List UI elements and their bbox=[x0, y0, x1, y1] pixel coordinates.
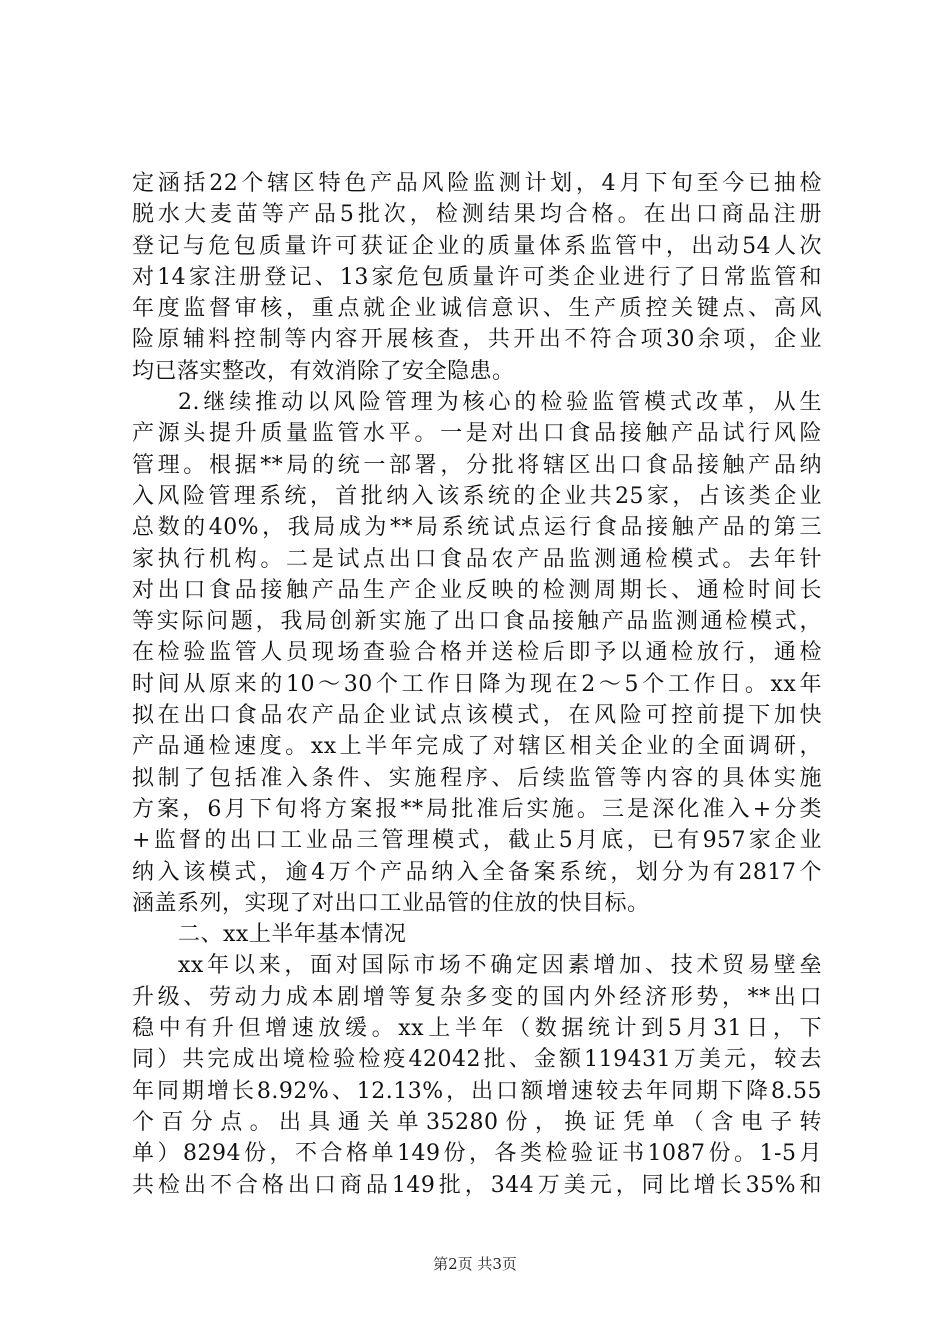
page-number-footer: 第2页 共3页 bbox=[433, 1255, 517, 1273]
text-line: 单）8294份，不合格单149份，各类检验证书1087份。1-5月 bbox=[132, 1141, 822, 1167]
text-line: 产源头提升质量监管水平。一是对出口食品接触产品试行风险 bbox=[132, 421, 822, 447]
document-body bbox=[132, 168, 822, 1201]
text-line: 纳入该模式，逾4万个产品纳入全备案系统，划分为有2817个 bbox=[132, 859, 822, 885]
text-line: 入风险管理系统，首批纳入该系统的企业共25家，占该类企业 bbox=[132, 483, 822, 509]
text-line: +监督的出口工业品三管理模式，截止5月底，已有957家企业 bbox=[132, 828, 822, 854]
text-line: 等实际问题，我局创新实施了出口食品接触产品监测通检模式， bbox=[132, 609, 822, 635]
text-line: 方案，6月下旬将方案报**局批准后实施。三是深化准入+分类 bbox=[132, 796, 822, 822]
text-line: 险原辅料控制等内容开展核查，共开出不符合项30余项，企业 bbox=[132, 327, 822, 353]
text-line: 对14家注册登记、13家危包质量许可类企业进行了日常监管和 bbox=[132, 264, 822, 290]
text-line: 时间从原来的10～30个工作日降为现在2～5个工作日。xx年 bbox=[132, 671, 822, 697]
paragraph-start-line: 2.继续推动以风险管理为核心的检验监管模式改革，从生 bbox=[178, 390, 822, 416]
text-line: 脱水大麦苗等产品5批次，检测结果均合格。在出口商品注册 bbox=[132, 202, 822, 228]
text-line: 均已落实整改，有效消除了安全隐患。 bbox=[132, 358, 515, 384]
text-line: 总数的40%，我局成为**局系统试点运行食品接触产品的第三 bbox=[132, 515, 822, 541]
text-line: 家执行机构。二是试点出口食品农产品监测通检模式。去年针 bbox=[132, 546, 822, 572]
text-line: 稳中有升但增速放缓。xx上半年（数据统计到5月31日，下 bbox=[132, 1016, 822, 1042]
text-line: 拟制了包括准入条件、实施程序、后续监管等内容的具体实施 bbox=[132, 765, 822, 791]
text-line: 年同期增长8.92%、12.13%，出口额增速较去年同期下降8.55 bbox=[132, 1078, 822, 1104]
text-line: 定涵括22个辖区特色产品风险监测计划，4月下旬至今已抽检 bbox=[132, 171, 822, 196]
text-line: 登记与危包质量许可获证企业的质量体系监管中，出动54人次 bbox=[132, 233, 822, 259]
text-line: 升级、劳动力成本剧增等复杂多变的国内外经济形势，**出口 bbox=[132, 984, 822, 1010]
text-line: 个百分点。出具通关单35280份，换证凭单（含电子转 bbox=[132, 1109, 822, 1135]
text-line: 年度监督审核，重点就企业诚信意识、生产质控关键点、高风 bbox=[132, 296, 822, 322]
text-line: 共检出不合格出口商品149批，344万美元，同比增长35%和 bbox=[132, 1172, 822, 1198]
text-line: 产品通检速度。xx上半年完成了对辖区相关企业的全面调研， bbox=[132, 734, 822, 760]
text-line: 对出口食品接触产品生产企业反映的检测周期长、通检时间长 bbox=[132, 577, 822, 603]
text-line: 涵盖系列，实现了对出口工业品管的住放的快目标。 bbox=[132, 890, 650, 916]
section-heading: 二、xx上半年基本情况 bbox=[178, 922, 407, 948]
text-line: 管理。根据**局的统一部署，分批将辖区出口食品接触产品纳 bbox=[132, 452, 822, 478]
paragraph-start-line: xx年以来，面对国际市场不确定因素增加、技术贸易壁垒 bbox=[178, 953, 822, 979]
text-line: 拟在出口食品农产品企业试点该模式，在风险可控前提下加快 bbox=[132, 703, 822, 729]
text-line: 同）共完成出境检验检疫42042批、金额119431万美元，较去 bbox=[132, 1047, 822, 1073]
text-line: 在检验监管人员现场查验合格并送检后即予以通检放行，通检 bbox=[132, 640, 822, 666]
